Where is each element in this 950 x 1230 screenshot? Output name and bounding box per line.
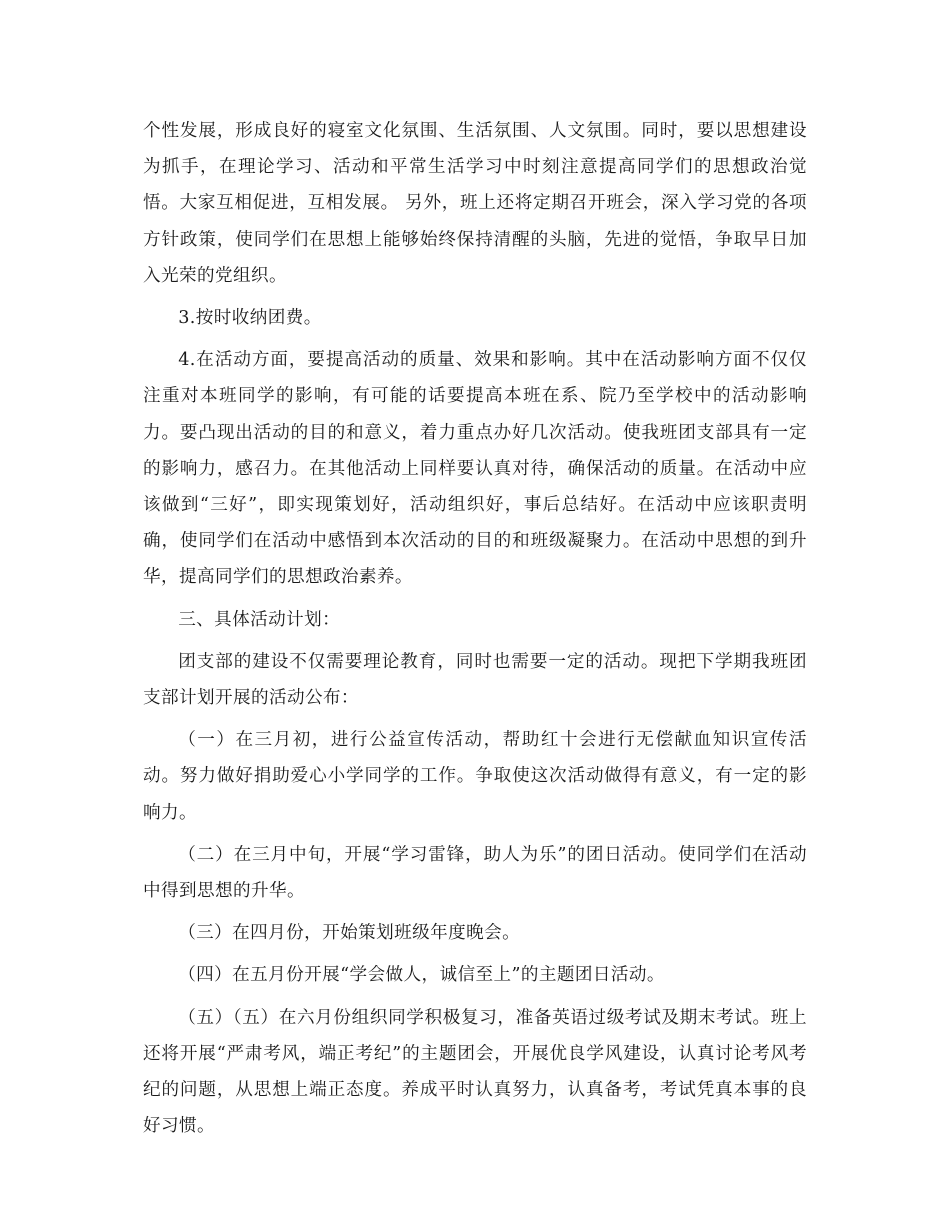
paragraph-intro: 团支部的建设不仅需要理论教育，同时也需要一定的活动。现把下学期我班团支部计划开展的活动公布：: [143, 651, 807, 709]
paragraph-item-4: 4.在活动方面，要提高活动的质量、效果和影响。其中在活动影响方面不仅仅注重对本班同学的影响，有可能的话要提高本班在系、院乃至学校中的活动影响力。要凸现出活动的目的和意义，着力重点办好几次活动。使我班团支部具有一定的影响力，感召力。在其他活动上同样要认真对待，确保活动的质量。在活动中应该做到“三好”，即实现策划好，活动组织好，事后总结好。在活动中应该职责明确，使同学们在活动中感悟到本次活动的目的和班级凝聚力。在活动中思想的到升华，提高同学们的思想政治素养。: [143, 350, 807, 588]
activity-item-3: （三）在四月份，开始策划班级年度晚会。: [178, 923, 521, 944]
section-heading: 三、具体活动计划：: [178, 609, 341, 630]
paragraph-continuation: 个性发展，形成良好的寝室文化氛围、生活氛围、人文氛围。同时，要以思想建设为抓手，在理论学习、活动和平常生活学习中时刻注意提高同学们的思想政治觉悟。大家互相促进，互相发展。 另外，班上还将定期召开班会，深入学习党的各项方针政策，使同学们在思想上能够始终保持清醒的头脑，先进的觉悟，争取早日加入光荣的党组织。: [143, 121, 807, 286]
activity-item-2: （二）在三月中旬，开展“学习雷锋，助人为乐”的团日活动。使同学们在活动中得到思想的升华。: [143, 844, 807, 902]
activity-item-4: （四）在五月份开展“学会做人，诚信至上”的主题团日活动。: [178, 965, 665, 986]
activity-item-5: （五）（五）在六月份组织同学积极复习，准备英语过级考试及期末考试。班上还将开展“严肃考风，端正考纪”的主题团会，开展优良学风建设，认真讨论考风考纪的问题，从思想上端正态度。养成平时认真努力，认真备考，考试凭真本事的良好习惯。: [143, 1007, 807, 1137]
activity-item-1: （一）在三月初，进行公益宣传活动，帮助红十会进行无偿献血知识宣传活动。努力做好捐助爱心小学同学的工作。争取使这次活动做得有意义，有一定的影响力。: [143, 730, 807, 823]
document-body: [143, 113, 807, 1150]
paragraph-item-3: 3.按时收纳团费。: [178, 308, 322, 329]
